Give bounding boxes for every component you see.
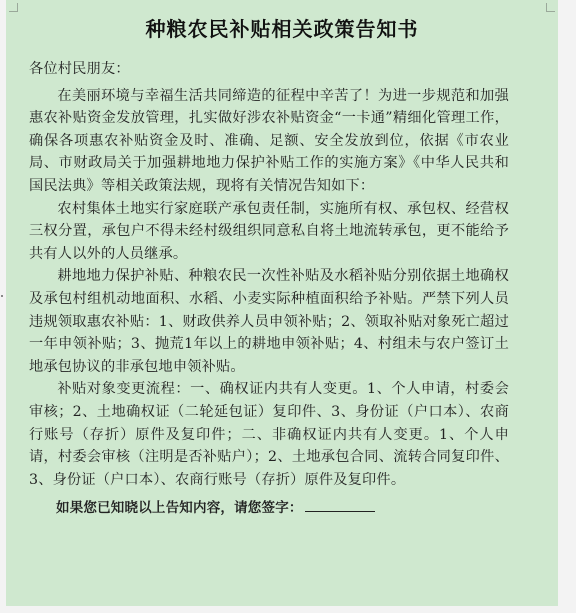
- signature-row: [29, 497, 509, 520]
- crop-mark-top-right: [546, 3, 555, 12]
- crop-mark-top-left: [9, 3, 18, 12]
- signature-line[interactable]: [305, 497, 375, 512]
- paragraph-land-contract: 农村集体土地实行家庭联产承包责任制，实施所有权、承包权、经营权三权分置，承包户不得未经村级组织同意私自将土地流转承包，更不能给予共有人以外的人员继承。: [29, 200, 509, 262]
- signature-prompt: 如果您已知晓以上告知内容，请您签字：: [56, 500, 303, 517]
- paragraph-change-process: 补贴对象变更流程：一、确权证内共有人变更。1、个人申请，村委会审核；2、土地确权证（二轮延包证）复印件、3、身份证（户口本）、农商行账号（存折）原件及复印件；二、非确权证内共有人变更。1、个人申请，村委会审核（注明是否补贴户）；2、土地承包合同、流转合同复印件、3、身份证（户口本）、农商行账号（存折）原件及复印件。: [29, 381, 509, 488]
- notice-page: [6, 0, 558, 606]
- greeting: 各位村民朋友：: [29, 61, 130, 77]
- edge-marker: [1, 295, 3, 297]
- document-title: 种粮农民补贴相关政策告知书: [145, 17, 419, 41]
- paragraph-intro: 在美丽环境与幸福生活共同缔造的征程中辛苦了！为进一步规范和加强惠农补贴资金发放管理，扎实做好涉农补贴资金“一卡通”精细化管理工作，确保各项惠农补贴资金及时、准确、足额、安全发放到位，依据《市农业局、市财政局关于加强耕地地力保护补贴工作的实施方案》《中华人民共和国民法典》等相关政策法规，现将有关情况告知如下：: [29, 87, 509, 194]
- paragraph-subsidy-rules: 耕地地力保护补贴、种粮农民一次性补贴及水稻补贴分别依据土地确权及承包村组机动地面积、水稻、小麦实际种植面积给予补贴。严禁下列人员违规领取惠农补贴：1、财政供养人员申领补贴；2、领取补贴对象死亡超过一年申领补贴；3、抛荒1年以上的耕地申领补贴；4、村组未与农户签订土地承包协议的非承包地申领补贴。: [29, 268, 509, 375]
- document-body: [29, 54, 509, 520]
